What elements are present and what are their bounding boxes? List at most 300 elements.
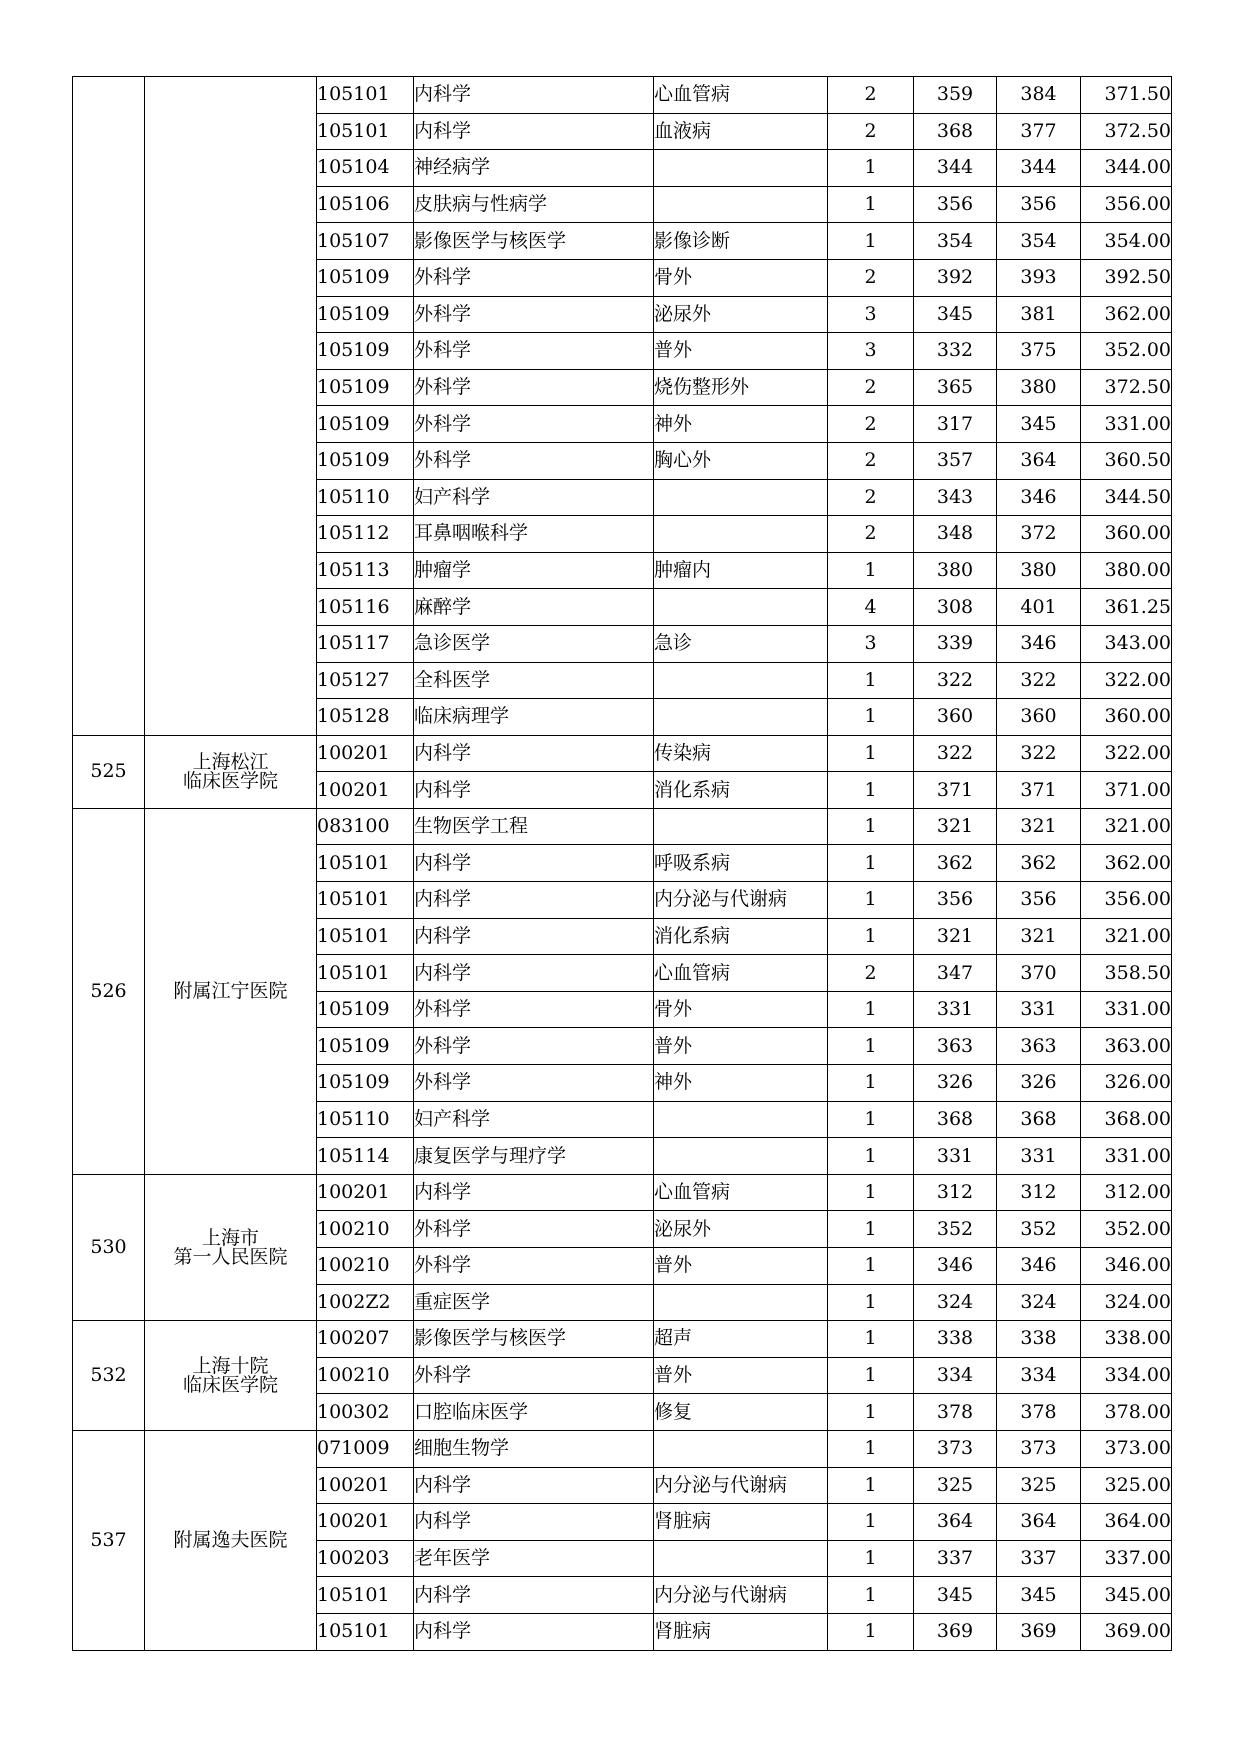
major-code-cell: 100210 <box>317 1211 414 1248</box>
avg-score-cell: 369.00 <box>1081 1613 1172 1650</box>
major-name-cell: 外科学 <box>414 442 654 479</box>
avg-score-cell: 322.00 <box>1081 735 1172 772</box>
major-name-cell: 内科学 <box>414 77 654 114</box>
unit-name-line: 上海市 <box>201 1226 259 1249</box>
avg-score-cell: 372.50 <box>1081 113 1172 150</box>
major-code-cell: 083100 <box>317 808 414 845</box>
admitted-count-cell: 2 <box>828 955 914 992</box>
major-name-cell: 内科学 <box>414 1613 654 1650</box>
major-name-cell: 外科学 <box>414 991 654 1028</box>
max-score-cell: 380 <box>997 552 1081 589</box>
admitted-count-cell: 1 <box>828 186 914 223</box>
major-code-cell: 105110 <box>317 479 414 516</box>
major-code-cell: 105109 <box>317 991 414 1028</box>
min-score-cell: 321 <box>914 918 997 955</box>
major-name-cell: 临床病理学 <box>414 699 654 736</box>
table-row <box>73 1174 1172 1211</box>
avg-score-cell: 368.00 <box>1081 1101 1172 1138</box>
unit-code-cell: 526 <box>73 808 145 1174</box>
direction-cell: 血液病 <box>654 113 828 150</box>
admitted-count-cell: 1 <box>828 1065 914 1102</box>
major-code-cell: 105112 <box>317 516 414 553</box>
major-code-cell: 1002Z2 <box>317 1284 414 1321</box>
avg-score-cell: 373.00 <box>1081 1430 1172 1467</box>
admitted-count-cell: 1 <box>828 1211 914 1248</box>
unit-code-cell: 525 <box>73 735 145 808</box>
major-code-cell: 105109 <box>317 442 414 479</box>
admitted-count-cell: 1 <box>828 1028 914 1065</box>
major-name-cell: 外科学 <box>414 333 654 370</box>
major-name-cell: 内科学 <box>414 1577 654 1614</box>
min-score-cell: 346 <box>914 1248 997 1285</box>
min-score-cell: 368 <box>914 113 997 150</box>
major-name-cell: 细胞生物学 <box>414 1430 654 1467</box>
admitted-count-cell: 2 <box>828 406 914 443</box>
direction-cell <box>654 1101 828 1138</box>
max-score-cell: 352 <box>997 1211 1081 1248</box>
major-name-cell: 内科学 <box>414 955 654 992</box>
max-score-cell: 325 <box>997 1467 1081 1504</box>
admission-score-table <box>72 76 1172 1651</box>
min-score-cell: 331 <box>914 991 997 1028</box>
direction-cell: 泌尿外 <box>654 296 828 333</box>
major-name-cell: 全科医学 <box>414 662 654 699</box>
min-score-cell: 357 <box>914 442 997 479</box>
major-code-cell: 100210 <box>317 1357 414 1394</box>
major-name-cell: 妇产科学 <box>414 479 654 516</box>
admitted-count-cell: 2 <box>828 516 914 553</box>
avg-score-cell: 322.00 <box>1081 662 1172 699</box>
unit-name-cell <box>145 1174 317 1320</box>
max-score-cell: 322 <box>997 662 1081 699</box>
direction-cell: 超声 <box>654 1321 828 1358</box>
avg-score-cell: 343.00 <box>1081 625 1172 662</box>
admitted-count-cell: 3 <box>828 333 914 370</box>
max-score-cell: 378 <box>997 1394 1081 1431</box>
min-score-cell: 326 <box>914 1065 997 1102</box>
avg-score-cell: 358.50 <box>1081 955 1172 992</box>
min-score-cell: 322 <box>914 662 997 699</box>
admitted-count-cell: 1 <box>828 772 914 809</box>
max-score-cell: 356 <box>997 186 1081 223</box>
major-code-cell: 105110 <box>317 1101 414 1138</box>
major-code-cell: 100201 <box>317 735 414 772</box>
major-name-cell: 外科学 <box>414 1028 654 1065</box>
unit-name-line: 第一人民医院 <box>173 1245 288 1268</box>
avg-score-cell: 371.50 <box>1081 77 1172 114</box>
avg-score-cell: 362.00 <box>1081 845 1172 882</box>
major-code-cell: 100201 <box>317 772 414 809</box>
max-score-cell: 360 <box>997 699 1081 736</box>
max-score-cell: 373 <box>997 1430 1081 1467</box>
table-row <box>73 1321 1172 1358</box>
major-name-cell: 皮肤病与性病学 <box>414 186 654 223</box>
avg-score-cell: 360.50 <box>1081 442 1172 479</box>
major-name-cell: 内科学 <box>414 1467 654 1504</box>
avg-score-cell: 363.00 <box>1081 1028 1172 1065</box>
avg-score-cell: 345.00 <box>1081 1577 1172 1614</box>
admitted-count-cell: 1 <box>828 1394 914 1431</box>
min-score-cell: 360 <box>914 699 997 736</box>
min-score-cell: 371 <box>914 772 997 809</box>
direction-cell <box>654 1540 828 1577</box>
major-code-cell: 105107 <box>317 223 414 260</box>
avg-score-cell: 325.00 <box>1081 1467 1172 1504</box>
unit-name-cell <box>145 808 317 1174</box>
direction-cell: 内分泌与代谢病 <box>654 1467 828 1504</box>
direction-cell <box>654 589 828 626</box>
unit-name-cell <box>145 1321 317 1431</box>
major-name-cell: 外科学 <box>414 369 654 406</box>
major-name-cell: 重症医学 <box>414 1284 654 1321</box>
direction-cell <box>654 150 828 187</box>
major-code-cell: 100201 <box>317 1467 414 1504</box>
direction-cell <box>654 1284 828 1321</box>
max-score-cell: 326 <box>997 1065 1081 1102</box>
major-name-cell: 内科学 <box>414 882 654 919</box>
unit-code-cell: 537 <box>73 1430 145 1650</box>
direction-cell <box>654 662 828 699</box>
avg-score-cell: 378.00 <box>1081 1394 1172 1431</box>
major-code-cell: 105104 <box>317 150 414 187</box>
min-score-cell: 356 <box>914 882 997 919</box>
min-score-cell: 312 <box>914 1174 997 1211</box>
admitted-count-cell: 1 <box>828 882 914 919</box>
major-code-cell: 105109 <box>317 333 414 370</box>
max-score-cell: 356 <box>997 882 1081 919</box>
max-score-cell: 345 <box>997 1577 1081 1614</box>
major-code-cell: 105128 <box>317 699 414 736</box>
admitted-count-cell: 1 <box>828 735 914 772</box>
admitted-count-cell: 1 <box>828 1577 914 1614</box>
min-score-cell: 365 <box>914 369 997 406</box>
min-score-cell: 362 <box>914 845 997 882</box>
admitted-count-cell: 1 <box>828 991 914 1028</box>
min-score-cell: 317 <box>914 406 997 443</box>
major-code-cell: 105114 <box>317 1138 414 1175</box>
admitted-count-cell: 2 <box>828 369 914 406</box>
min-score-cell: 378 <box>914 1394 997 1431</box>
major-code-cell: 105109 <box>317 1065 414 1102</box>
admitted-count-cell: 2 <box>828 442 914 479</box>
min-score-cell: 352 <box>914 1211 997 1248</box>
major-name-cell: 内科学 <box>414 845 654 882</box>
direction-cell: 肾脏病 <box>654 1504 828 1541</box>
direction-cell: 普外 <box>654 1028 828 1065</box>
admitted-count-cell: 1 <box>828 1138 914 1175</box>
unit-name-cell <box>145 77 317 736</box>
major-name-cell: 外科学 <box>414 406 654 443</box>
major-name-cell: 耳鼻咽喉科学 <box>414 516 654 553</box>
admitted-count-cell: 1 <box>828 1540 914 1577</box>
direction-cell: 泌尿外 <box>654 1211 828 1248</box>
min-score-cell: 356 <box>914 186 997 223</box>
major-code-cell: 105101 <box>317 113 414 150</box>
avg-score-cell: 331.00 <box>1081 406 1172 443</box>
max-score-cell: 334 <box>997 1357 1081 1394</box>
max-score-cell: 377 <box>997 113 1081 150</box>
admitted-count-cell: 1 <box>828 150 914 187</box>
min-score-cell: 373 <box>914 1430 997 1467</box>
avg-score-cell: 331.00 <box>1081 1138 1172 1175</box>
avg-score-cell: 392.50 <box>1081 259 1172 296</box>
major-code-cell: 105106 <box>317 186 414 223</box>
major-name-cell: 影像医学与核医学 <box>414 223 654 260</box>
min-score-cell: 343 <box>914 479 997 516</box>
avg-score-cell: 312.00 <box>1081 1174 1172 1211</box>
major-code-cell: 105109 <box>317 406 414 443</box>
max-score-cell: 364 <box>997 442 1081 479</box>
unit-name-line: 临床医学院 <box>182 1373 278 1396</box>
avg-score-cell: 372.50 <box>1081 369 1172 406</box>
max-score-cell: 354 <box>997 223 1081 260</box>
admitted-count-cell: 1 <box>828 1321 914 1358</box>
major-name-cell: 急诊医学 <box>414 625 654 662</box>
avg-score-cell: 356.00 <box>1081 186 1172 223</box>
major-code-cell: 100203 <box>317 1540 414 1577</box>
admitted-count-cell: 1 <box>828 845 914 882</box>
avg-score-cell: 321.00 <box>1081 808 1172 845</box>
direction-cell: 骨外 <box>654 259 828 296</box>
direction-cell: 心血管病 <box>654 955 828 992</box>
major-name-cell: 生物医学工程 <box>414 808 654 845</box>
major-code-cell: 105109 <box>317 296 414 333</box>
min-score-cell: 345 <box>914 1577 997 1614</box>
major-code-cell: 100302 <box>317 1394 414 1431</box>
major-code-cell: 100207 <box>317 1321 414 1358</box>
direction-cell: 烧伤整形外 <box>654 369 828 406</box>
direction-cell: 肾脏病 <box>654 1613 828 1650</box>
direction-cell: 心血管病 <box>654 1174 828 1211</box>
min-score-cell: 325 <box>914 1467 997 1504</box>
admitted-count-cell: 2 <box>828 479 914 516</box>
admitted-count-cell: 1 <box>828 699 914 736</box>
direction-cell: 内分泌与代谢病 <box>654 882 828 919</box>
admitted-count-cell: 1 <box>828 1467 914 1504</box>
major-name-cell: 外科学 <box>414 1357 654 1394</box>
max-score-cell: 338 <box>997 1321 1081 1358</box>
major-name-cell: 外科学 <box>414 259 654 296</box>
major-code-cell: 105109 <box>317 1028 414 1065</box>
major-name-cell: 肿瘤学 <box>414 552 654 589</box>
avg-score-cell: 354.00 <box>1081 223 1172 260</box>
major-name-cell: 内科学 <box>414 772 654 809</box>
major-name-cell: 神经病学 <box>414 150 654 187</box>
admitted-count-cell: 1 <box>828 1284 914 1321</box>
admitted-count-cell: 1 <box>828 552 914 589</box>
min-score-cell: 334 <box>914 1357 997 1394</box>
major-code-cell: 105109 <box>317 369 414 406</box>
direction-cell <box>654 186 828 223</box>
major-code-cell: 105101 <box>317 955 414 992</box>
admitted-count-cell: 1 <box>828 1248 914 1285</box>
min-score-cell: 308 <box>914 589 997 626</box>
admitted-count-cell: 2 <box>828 259 914 296</box>
direction-cell: 传染病 <box>654 735 828 772</box>
admitted-count-cell: 3 <box>828 296 914 333</box>
direction-cell <box>654 699 828 736</box>
unit-name-line: 临床医学院 <box>182 769 278 792</box>
admitted-count-cell: 1 <box>828 1357 914 1394</box>
major-code-cell: 105113 <box>317 552 414 589</box>
avg-score-cell: 326.00 <box>1081 1065 1172 1102</box>
direction-cell: 消化系病 <box>654 918 828 955</box>
avg-score-cell: 380.00 <box>1081 552 1172 589</box>
min-score-cell: 332 <box>914 333 997 370</box>
major-name-cell: 影像医学与核医学 <box>414 1321 654 1358</box>
min-score-cell: 324 <box>914 1284 997 1321</box>
max-score-cell: 368 <box>997 1101 1081 1138</box>
max-score-cell: 322 <box>997 735 1081 772</box>
direction-cell: 神外 <box>654 1065 828 1102</box>
max-score-cell: 344 <box>997 150 1081 187</box>
direction-cell: 急诊 <box>654 625 828 662</box>
major-code-cell: 105109 <box>317 259 414 296</box>
max-score-cell: 324 <box>997 1284 1081 1321</box>
max-score-cell: 362 <box>997 845 1081 882</box>
avg-score-cell: 334.00 <box>1081 1357 1172 1394</box>
unit-name-line: 附属逸夫医院 <box>173 1528 288 1551</box>
major-name-cell: 妇产科学 <box>414 1101 654 1138</box>
avg-score-cell: 360.00 <box>1081 516 1172 553</box>
avg-score-cell: 338.00 <box>1081 1321 1172 1358</box>
direction-cell <box>654 479 828 516</box>
avg-score-cell: 321.00 <box>1081 918 1172 955</box>
max-score-cell: 393 <box>997 259 1081 296</box>
major-code-cell: 105127 <box>317 662 414 699</box>
max-score-cell: 384 <box>997 77 1081 114</box>
admitted-count-cell: 1 <box>828 1613 914 1650</box>
min-score-cell: 345 <box>914 296 997 333</box>
admitted-count-cell: 2 <box>828 77 914 114</box>
min-score-cell: 321 <box>914 808 997 845</box>
direction-cell: 修复 <box>654 1394 828 1431</box>
major-code-cell: 100210 <box>317 1248 414 1285</box>
max-score-cell: 364 <box>997 1504 1081 1541</box>
max-score-cell: 312 <box>997 1174 1081 1211</box>
max-score-cell: 370 <box>997 955 1081 992</box>
min-score-cell: 339 <box>914 625 997 662</box>
major-code-cell: 105101 <box>317 845 414 882</box>
avg-score-cell: 344.50 <box>1081 479 1172 516</box>
direction-cell: 神外 <box>654 406 828 443</box>
min-score-cell: 348 <box>914 516 997 553</box>
max-score-cell: 331 <box>997 991 1081 1028</box>
unit-name-cell <box>145 1430 317 1650</box>
avg-score-cell: 360.00 <box>1081 699 1172 736</box>
min-score-cell: 337 <box>914 1540 997 1577</box>
min-score-cell: 368 <box>914 1101 997 1138</box>
max-score-cell: 346 <box>997 1248 1081 1285</box>
table-row <box>73 808 1172 845</box>
avg-score-cell: 324.00 <box>1081 1284 1172 1321</box>
major-name-cell: 内科学 <box>414 1504 654 1541</box>
direction-cell: 心血管病 <box>654 77 828 114</box>
avg-score-cell: 362.00 <box>1081 296 1172 333</box>
min-score-cell: 354 <box>914 223 997 260</box>
direction-cell: 胸心外 <box>654 442 828 479</box>
direction-cell: 影像诊断 <box>654 223 828 260</box>
major-name-cell: 内科学 <box>414 113 654 150</box>
direction-cell <box>654 808 828 845</box>
direction-cell: 内分泌与代谢病 <box>654 1577 828 1614</box>
direction-cell <box>654 516 828 553</box>
max-score-cell: 337 <box>997 1540 1081 1577</box>
admitted-count-cell: 2 <box>828 113 914 150</box>
major-name-cell: 内科学 <box>414 1174 654 1211</box>
direction-cell: 消化系病 <box>654 772 828 809</box>
unit-name-line: 上海十院 <box>192 1354 269 1377</box>
max-score-cell: 380 <box>997 369 1081 406</box>
major-name-cell: 老年医学 <box>414 1540 654 1577</box>
major-code-cell: 105101 <box>317 77 414 114</box>
max-score-cell: 369 <box>997 1613 1081 1650</box>
avg-score-cell: 337.00 <box>1081 1540 1172 1577</box>
direction-cell <box>654 1138 828 1175</box>
unit-code-cell: 532 <box>73 1321 145 1431</box>
major-name-cell: 口腔临床医学 <box>414 1394 654 1431</box>
direction-cell: 普外 <box>654 1357 828 1394</box>
min-score-cell: 380 <box>914 552 997 589</box>
min-score-cell: 338 <box>914 1321 997 1358</box>
major-code-cell: 105117 <box>317 625 414 662</box>
max-score-cell: 346 <box>997 479 1081 516</box>
unit-name-line: 附属江宁医院 <box>173 979 288 1002</box>
avg-score-cell: 344.00 <box>1081 150 1172 187</box>
admitted-count-cell: 1 <box>828 662 914 699</box>
max-score-cell: 375 <box>997 333 1081 370</box>
max-score-cell: 346 <box>997 625 1081 662</box>
max-score-cell: 372 <box>997 516 1081 553</box>
min-score-cell: 359 <box>914 77 997 114</box>
major-name-cell: 内科学 <box>414 735 654 772</box>
max-score-cell: 345 <box>997 406 1081 443</box>
major-code-cell: 071009 <box>317 1430 414 1467</box>
table-row <box>73 735 1172 772</box>
min-score-cell: 322 <box>914 735 997 772</box>
table-row <box>73 77 1172 114</box>
direction-cell: 呼吸系病 <box>654 845 828 882</box>
major-name-cell: 康复医学与理疗学 <box>414 1138 654 1175</box>
major-name-cell: 外科学 <box>414 1065 654 1102</box>
min-score-cell: 369 <box>914 1613 997 1650</box>
max-score-cell: 363 <box>997 1028 1081 1065</box>
major-code-cell: 105101 <box>317 882 414 919</box>
min-score-cell: 347 <box>914 955 997 992</box>
major-code-cell: 105101 <box>317 918 414 955</box>
admitted-count-cell: 4 <box>828 589 914 626</box>
major-code-cell: 100201 <box>317 1174 414 1211</box>
min-score-cell: 363 <box>914 1028 997 1065</box>
major-code-cell: 105116 <box>317 589 414 626</box>
admitted-count-cell: 1 <box>828 808 914 845</box>
max-score-cell: 331 <box>997 1138 1081 1175</box>
avg-score-cell: 364.00 <box>1081 1504 1172 1541</box>
admitted-count-cell: 1 <box>828 1174 914 1211</box>
admitted-count-cell: 3 <box>828 625 914 662</box>
min-score-cell: 331 <box>914 1138 997 1175</box>
direction-cell: 普外 <box>654 1248 828 1285</box>
major-name-cell: 外科学 <box>414 296 654 333</box>
admitted-count-cell: 1 <box>828 1430 914 1467</box>
major-code-cell: 105101 <box>317 1613 414 1650</box>
avg-score-cell: 371.00 <box>1081 772 1172 809</box>
major-name-cell: 内科学 <box>414 918 654 955</box>
admitted-count-cell: 1 <box>828 918 914 955</box>
table-body <box>73 77 1172 1651</box>
major-name-cell: 外科学 <box>414 1211 654 1248</box>
avg-score-cell: 361.25 <box>1081 589 1172 626</box>
